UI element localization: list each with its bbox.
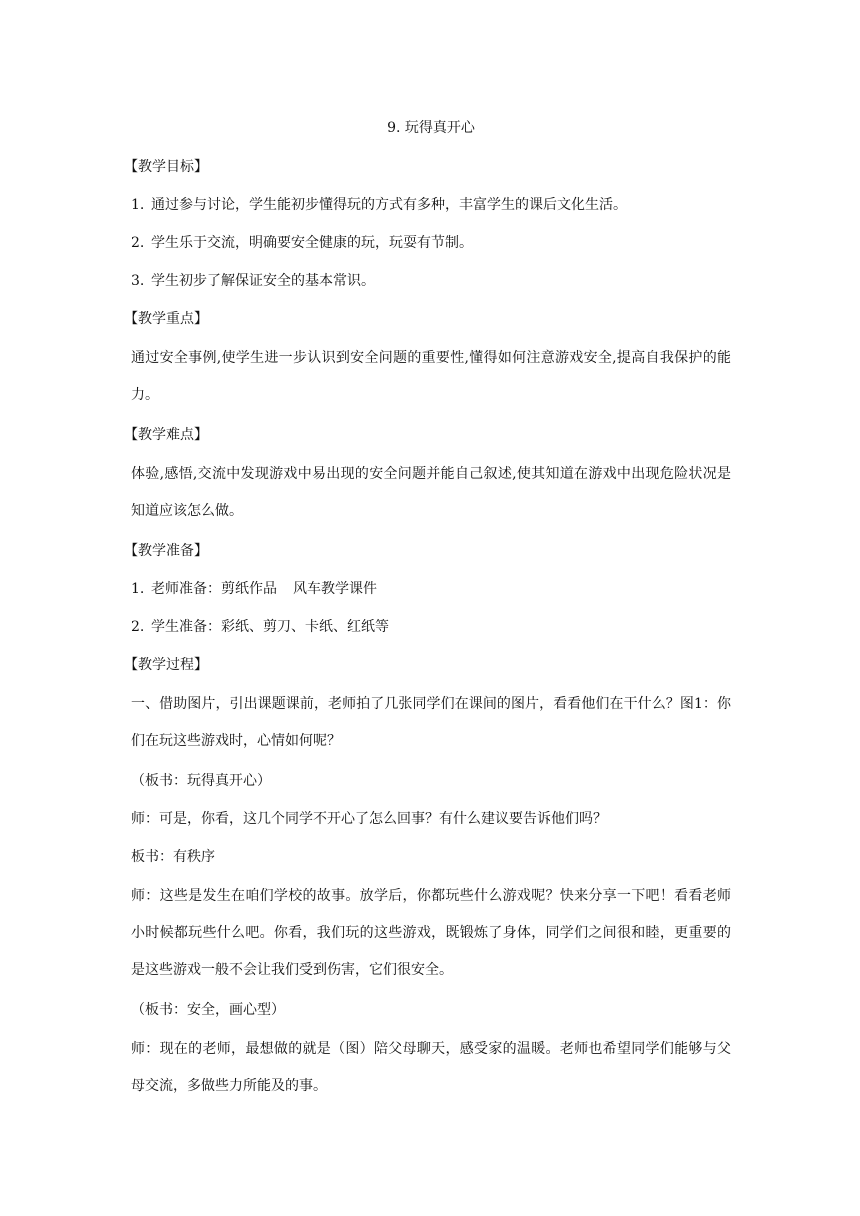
- preparation-item: [131, 610, 731, 644]
- document-body: [124, 112, 731, 1109]
- list-text-secondary: 风车教学课件: [293, 581, 377, 597]
- process-paragraph: 师：可是，你看，这几个同学不开心了怎么回事？有什么建议要告诉他们吗？: [131, 811, 607, 827]
- goal-item: [131, 226, 731, 260]
- section-heading-goals: 【教学目标】: [124, 159, 208, 175]
- process-paragraph: 一、借助图片，引出课题课前，老师拍了几张同学们在课间的图片，看看他们在干什么？图1：你们在玩这些游戏时，心情如何呢？: [131, 696, 731, 749]
- section-heading-preparation: 【教学准备】: [124, 543, 208, 559]
- process-paragraph: 师：这些是发生在咱们学校的故事。放学后，你都玩些什么游戏呢？快来分享一下吧！看看老师小时候都玩些什么吧。你看，我们玩的这些游戏，既锻炼了身体，同学们之间很和睦，更重要的是这些游戏一般不会让我们受到伤害，它们很安全。: [131, 888, 731, 978]
- list-number: 3.: [131, 273, 145, 289]
- list-number: 1.: [131, 197, 145, 213]
- preparation-item: [131, 572, 731, 606]
- process-paragraph: （板书：安全，画心型）: [131, 1002, 285, 1018]
- list-text: 老师准备：剪纸作品: [151, 581, 277, 597]
- list-text: 学生初步了解保证安全的基本常识。: [151, 273, 375, 289]
- page-title: 9. 玩得真开心: [387, 120, 475, 136]
- section-heading-difficulties: 【教学难点】: [124, 427, 208, 443]
- process-paragraph: （板书：玩得真开心）: [131, 773, 271, 789]
- difficulties-paragraph: 体验,感悟,交流中发现游戏中易出现的安全问题并能自己叙述,使其知道在游戏中出现危险状况是知道应该怎么做。: [131, 466, 731, 519]
- list-text: 学生乐于交流，明确要安全健康的玩，玩耍有节制。: [151, 235, 473, 251]
- goal-item: [131, 188, 731, 222]
- list-number: 2.: [131, 235, 145, 251]
- section-heading-process: 【教学过程】: [124, 657, 208, 673]
- list-number: 1.: [131, 581, 145, 597]
- list-text: 通过参与讨论，学生能初步懂得玩的方式有多种，丰富学生的课后文化生活。: [151, 197, 627, 213]
- section-heading-key-points: 【教学重点】: [124, 311, 208, 327]
- list-number: 2.: [131, 619, 145, 635]
- process-paragraph: 板书：有秩序: [131, 849, 215, 865]
- goal-item: [131, 264, 731, 298]
- key-points-paragraph: 通过安全事例,使学生进一步认识到安全问题的重要性,懂得如何注意游戏安全,提高自我保护的能力。: [131, 350, 731, 403]
- list-text: 学生准备：彩纸、剪刀、卡纸、红纸等: [151, 619, 389, 635]
- process-paragraph: 师：现在的老师，最想做的就是（图）陪父母聊天，感受家的温暖。老师也希望同学们能够与父母交流，多做些力所能及的事。: [131, 1041, 731, 1094]
